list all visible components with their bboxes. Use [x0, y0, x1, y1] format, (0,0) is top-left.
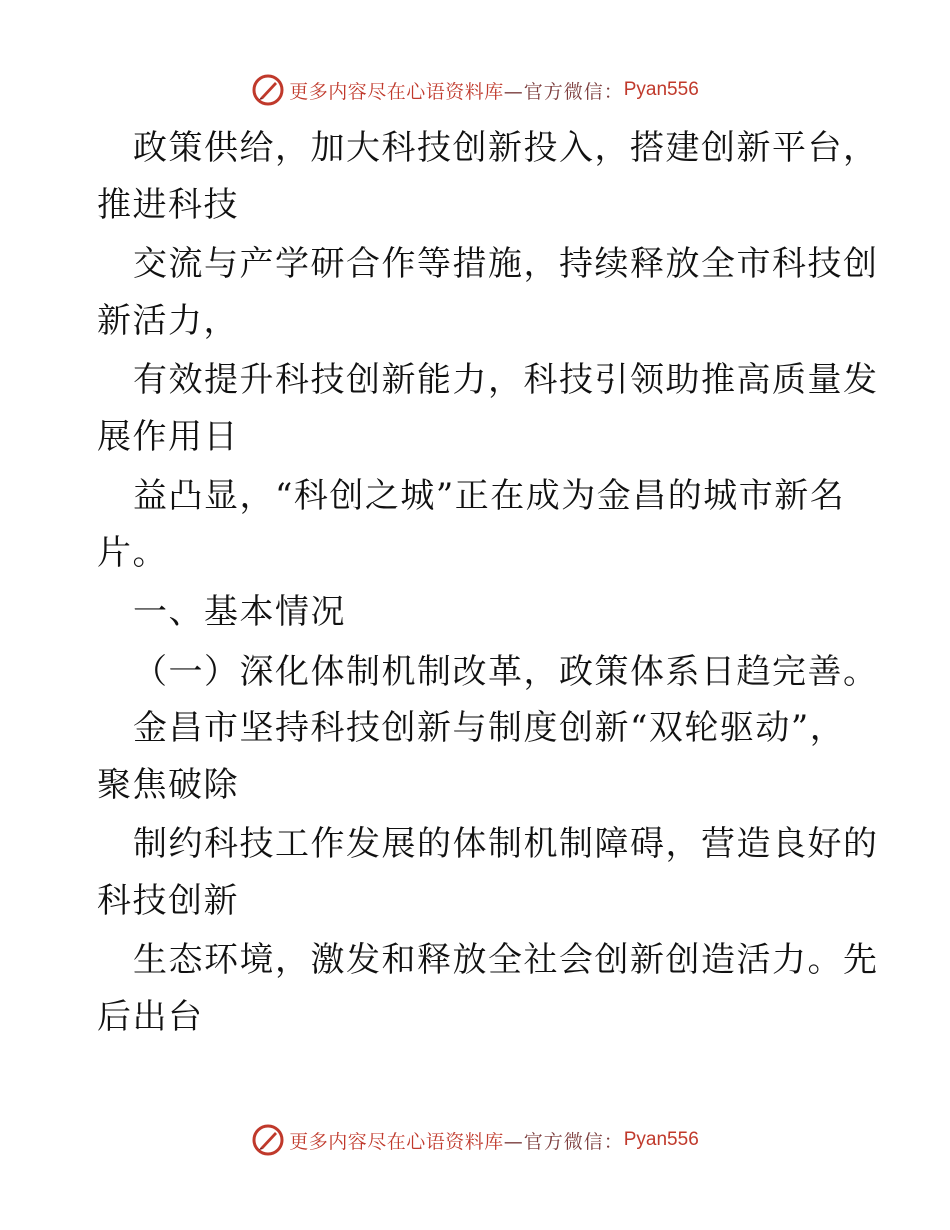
text-line: 生态环境，激发和释放全社会创新创造活力。先	[133, 940, 879, 980]
header-watermark	[0, 70, 950, 110]
watermark-wechat-id: Pyan556	[623, 79, 699, 100]
text-line: 新活力，	[97, 301, 239, 341]
footer-watermark	[0, 1120, 950, 1160]
quill-seal-icon	[251, 1123, 285, 1157]
watermark-site-text: 更多内容尽在心语资料库	[289, 1130, 504, 1153]
section-heading: 一、基本情况	[133, 592, 346, 632]
text-line: 政策供给，加大科技创新投入，搭建创新平台，	[133, 128, 879, 168]
watermark-wechat-label: —官方微信：	[503, 80, 624, 103]
text-line: 有效提升科技创新能力，科技引领助推高质量发	[133, 360, 879, 400]
text-line: 片。	[97, 533, 168, 573]
text-line: 交流与产学研合作等措施，持续释放全市科技创	[133, 244, 879, 284]
quill-seal-icon	[251, 73, 285, 107]
watermark-wechat-label: —官方微信：	[503, 1130, 624, 1153]
watermark-wechat-id: Pyan556	[623, 1129, 699, 1150]
text-line: 制约科技工作发展的体制机制障碍，营造良好的	[133, 824, 879, 864]
watermark-site-text: 更多内容尽在心语资料库	[289, 80, 504, 103]
text-line: 益凸显，“科创之城”正在成为金昌的城市新名	[133, 476, 846, 516]
text-line: 推进科技	[97, 185, 239, 225]
text-line: 展作用日	[97, 417, 239, 457]
subsection-heading: （一）深化体制机制改革，政策体系日趋完善。	[133, 652, 879, 692]
text-line: 后出台	[97, 997, 204, 1037]
text-line: 金昌市坚持科技创新与制度创新“双轮驱动”，	[133, 708, 846, 748]
text-line: 科技创新	[97, 881, 239, 921]
text-line: 聚焦破除	[97, 765, 239, 805]
